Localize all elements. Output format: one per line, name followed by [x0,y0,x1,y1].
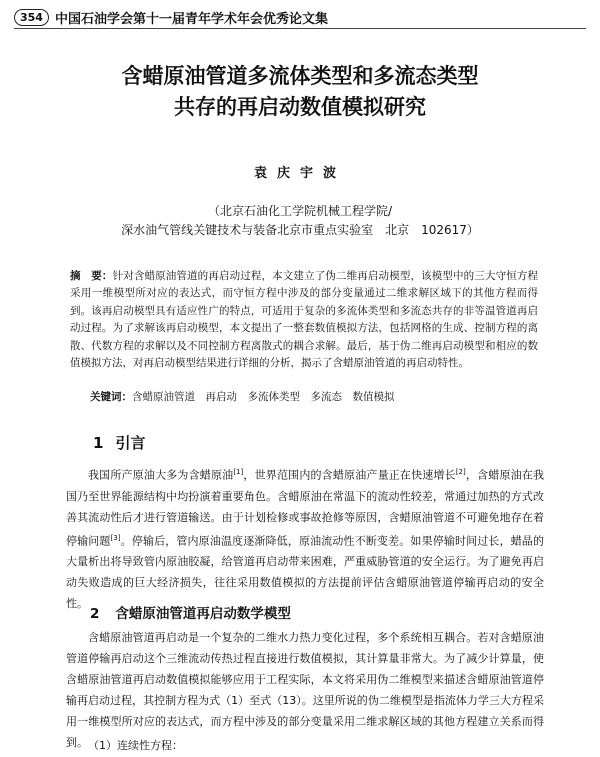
affiliation [0,202,600,240]
abstract-text: 针对含蜡原油管道的再启动过程，本文建立了伪二维再启动模型，该模型中的三大守恒方程采用一维模型所对应的表达式，而守恒方程中涉及的部分变量通过二维求解区域下的其他方程而得到。该再启动模型具有适应性广的特点，可适用于复杂的多流体类型和多流态共存的非等温管道再启动过程。为了求解该再启动模型，本文提出了一整套数值模拟方法，包括网格的生成、控制方程的离散、代数方程的求解以及不同控制方程离散式的耦合求解。最后，基于伪二维再启动模型和相应的数值模拟方法，对再启动模型结果进行详细的分析，揭示了含蜡原油管道的再启动特性。 [70,270,539,370]
section-1-heading [93,432,145,453]
affiliation-line-1: （北京石油化工学院机械工程学院/ [207,204,393,218]
keywords-text: 含蜡原油管道 再启动 多流体类型 多流态 数值模拟 [132,391,395,403]
abstract-label: 摘 要： [70,270,113,282]
title-line-1: 含蜡原油管道多流体类型和多流态类型 [121,63,479,88]
section-1-paragraph [66,462,544,614]
journal-title: 中国石油学会第十一届青年学术年会优秀论文集 [54,11,328,27]
title-line-2: 共存的再启动数值模拟研究 [174,94,426,119]
running-header [14,6,586,29]
section-2-number: 2 [90,606,100,622]
para-text: ，世界范围内的含蜡原油产量正在快速增长 [243,468,456,482]
para-text: 。停输后，管内原油温度逐渐降低，原油流动性不断变差。如果停输时间过长，蜡晶的大量析出将导致管内原油胶凝，给管道再启动带来困难，严重威胁管道的安全运行。为了避免再启动失败造成的巨大经济损失，往往采用数值模拟的方法提前评估含蜡原油管道停输再启动的安全性。 [66,534,545,611]
authors: 袁庆宇波 [253,166,346,181]
abstract [70,268,538,372]
continuity-equation-label: （1）连续性方程： [88,739,183,752]
para-text: ，含蜡原油在我国乃至世界能源结构中均扮演着重要角色。含蜡原油在常温下的流动性较差，常通过加热的方式改善其流动性后才进行管道输送。由于计划检修或事故抢修等原因，含蜡原油管道不可避免地存在着停输问题 [66,468,545,548]
para-text: 我国所产原油大多为含蜡原油 [88,468,234,482]
keywords-label: 关键词： [90,391,132,403]
section-1-number: 1 [93,434,104,452]
section-1-title: 引言 [115,434,146,452]
section-2-title: 含蜡原油管道再启动数学模型 [115,606,291,622]
citation: [2] [455,468,466,476]
page-number: 354 [14,9,49,26]
keywords [90,389,538,404]
paper-title [0,60,600,122]
affiliation-line-2: 深水油气管线关键技术与装备北京市重点实验室 北京 102617） [121,223,479,237]
section-2-paragraph: 含蜡原油管道再启动是一个复杂的二维水力热力变化过程，多个系统相互耦合。若对含蜡原油管道停输再启动这个三维流动传热过程直接进行数值模拟，其计算量非常大。为了减少计算量，使含蜡原油管道再启动数值模拟能够应用于工程实际，本文将采用伪二维模型来描述含蜡原油管道停输再启动过程，其控制方程为式（1）至式（13）。这里所说的伪二维模型是指流体力学三大方程采用一维模型所对应的表达式，而方程中涉及的部分变量采用二维求解区域的其他方程建立关系而得到。 [66,631,544,749]
citation: [1] [233,468,244,476]
section-2-heading [90,602,291,622]
citation: [3] [110,533,121,542]
